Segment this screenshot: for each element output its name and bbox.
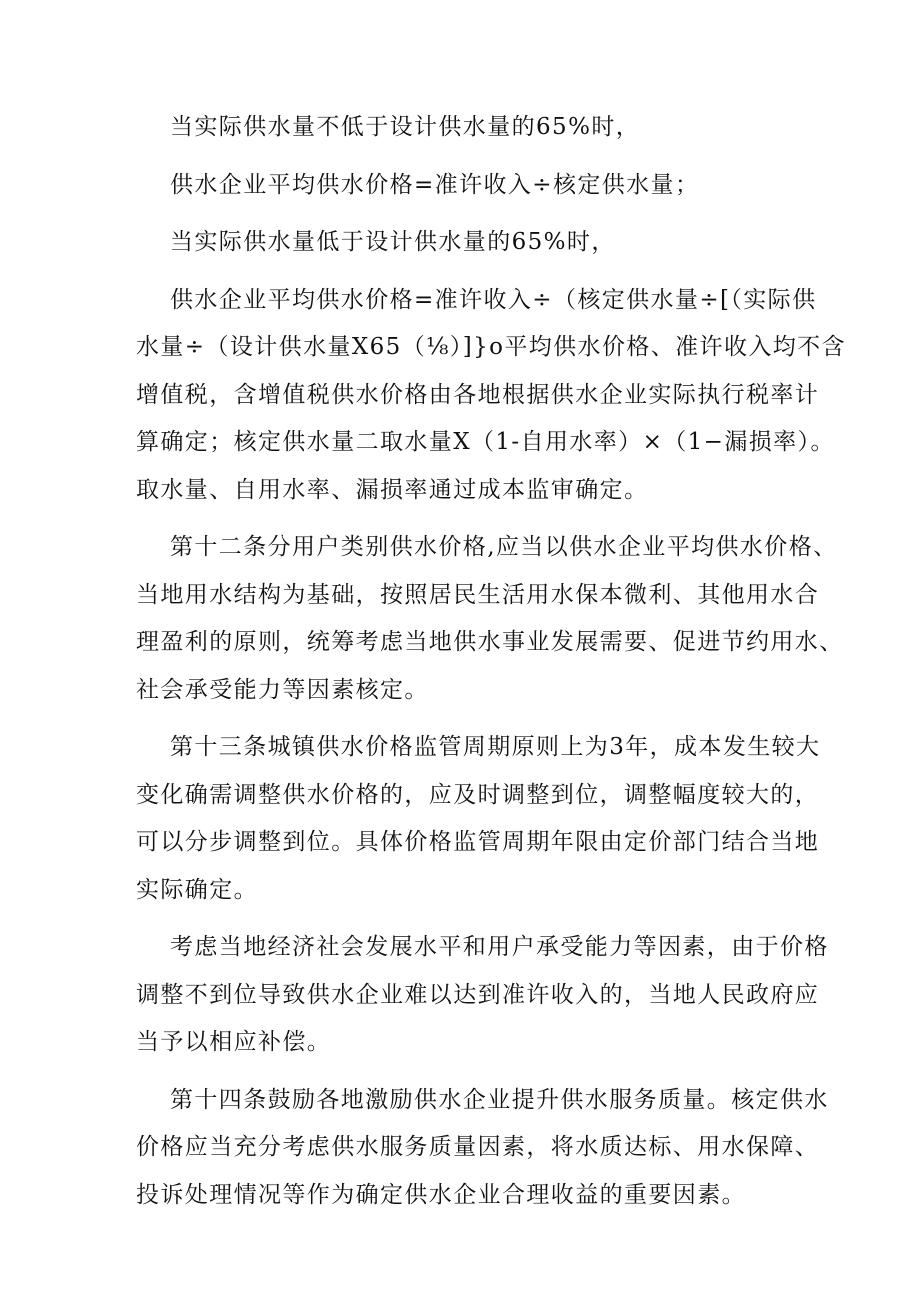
text-line: 第十二条分用户类别供水价格,应当以供水企业平均供水价格、 [170, 534, 838, 560]
paragraph-2 [136, 162, 820, 210]
text-line: 社会承受能力等因素核定。 [136, 676, 429, 703]
text-line: 算确定；核定供水量二取水量X（1-自用水率）×（1−漏损率）。 [136, 429, 835, 455]
paragraph-1 [136, 104, 820, 152]
text-line: 当予以相应补偿。 [136, 1029, 332, 1055]
text-line: 水量÷（设计供水量X65（⅛）]}o平均供水价格、准许收入均不含 [136, 334, 846, 360]
text-line: 考虑当地经济社会发展水平和用户承受能力等因素，由于价格 [170, 934, 829, 960]
text-line: 第十三条城镇供水价格监管周期原则上为3年，成本发生较大 [170, 734, 821, 760]
paragraph-8 [136, 1077, 829, 1220]
text-line: 第十四条鼓励各地激励供水企业提升供水服务质量。核定供水 [170, 1086, 829, 1113]
text-line: 增值税，含增值税供水价格由各地根据供水企业实际执行税率计 [136, 381, 820, 408]
text-line: 当实际供水量低于设计供水量的65%时， [170, 229, 616, 255]
text-line: 取水量、自用水率、漏损率通过成本监审确定。 [136, 476, 649, 503]
text-line: 当实际供水量不低于设计供水量的65%时， [170, 114, 641, 140]
text-line: 调整不到位导致供水企业难以达到准许收入的，当地人民政府应 [136, 981, 820, 1008]
text-line: 变化确需调整供水价格的，应及时调整到位，调整幅度较大的， [136, 781, 820, 808]
text-line: 实际确定。 [136, 876, 258, 903]
paragraph-3 [136, 219, 820, 267]
paragraph-4 [136, 277, 846, 515]
text-line: 供水企业平均供水价格=准许收入÷（核定供水量÷[（实际供 [170, 286, 817, 313]
text-line: 投诉处理情况等作为确定供水企业合理收益的重要因素。 [136, 1181, 746, 1208]
text-line: 当地用水结构为基础，按照居民生活用水保本微利、其他用水合 [136, 581, 820, 608]
paragraph-5 [136, 524, 844, 714]
text-line: 可以分步调整到位。具体价格监管周期年限由定价部门结合当地 [136, 829, 820, 855]
text-line: 供水企业平均供水价格=准许收入÷核定供水量； [170, 171, 700, 198]
paragraph-6 [136, 724, 820, 914]
text-line: 价格应当充分考虑供水服务质量因素，将水质达标、用水保障、 [136, 1134, 820, 1160]
text-line: 理盈利的原则，统筹考虑当地供水事业发展需要、促进节约用水、 [136, 629, 844, 655]
paragraph-7 [136, 924, 829, 1067]
